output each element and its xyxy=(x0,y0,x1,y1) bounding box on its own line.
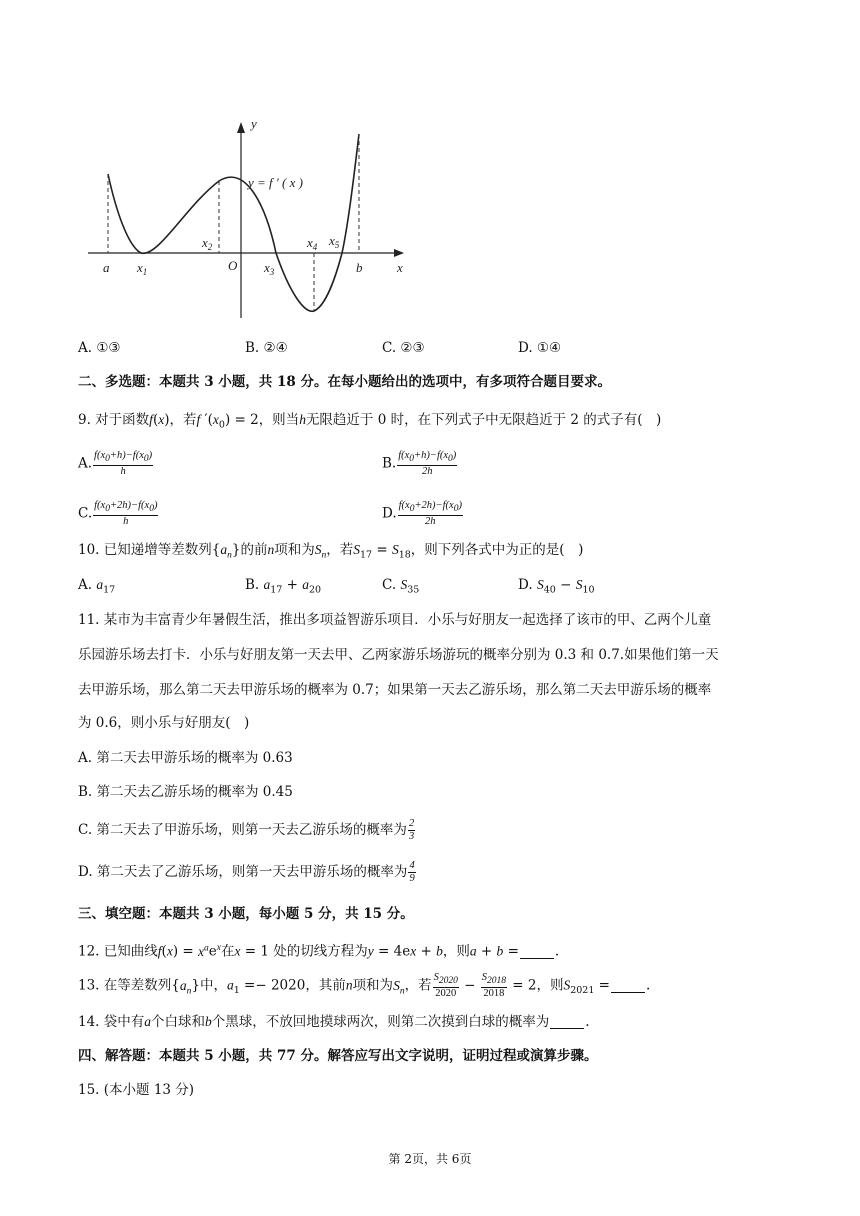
x-axis-arrow xyxy=(394,249,404,257)
label-origin: O xyxy=(228,258,238,273)
q11-option-b: B. 第二天去乙游乐场的概率为 0.45 xyxy=(78,784,293,800)
q8-option-a: A. ①③ xyxy=(78,340,121,356)
q11-option-a: A. 第二天去甲游乐场的概率为 0.63 xyxy=(78,750,293,766)
x-axis-label: x xyxy=(397,260,403,275)
y-axis-arrow xyxy=(237,122,245,133)
label-a: a xyxy=(103,260,110,275)
page-footer: 第 2页，共 6页 xyxy=(388,1152,472,1166)
question-9-stem: 9. 对于函数f(x)，若f $'(x_0) = 2$，则当h无限趋近于 0 时，在下列式子中无限趋近于 2 的式子有( ) xyxy=(78,412,662,431)
question-13: 13. 在等差数列$\{a_n\}$中，$a_1 =- 2020$，其前n项和为$S_n$，若 $\frac{S_{2020}}{2020}$ − $\frac{S_{2018}}{2018}$ = 2，则$S_{2021}$ = . xyxy=(78,972,651,1000)
label-b: b xyxy=(356,260,363,275)
q9-option-d: D. $\frac{f(x_0+2h)-f(x_0)}{2h}$ xyxy=(382,500,462,528)
section-3-heading: 三、填空题：本题共 3 小题，每小题 5 分，共 15 分。 xyxy=(78,906,414,922)
answer-blank xyxy=(550,1014,584,1029)
q10-option-c: C. $S_{35}$ xyxy=(382,577,420,596)
q9-option-b: B. $\frac{f(x_0+h)-f(x_0)}{2h}$ xyxy=(382,450,457,478)
label-x4: $x_4$ xyxy=(307,235,318,252)
curve-label: y = f ′ ( x ) xyxy=(248,175,303,190)
question-14: 14. 袋中有a个白球和b个黑球，不放回地摸球两次，则第二次摸到白球的概率为 . xyxy=(78,1014,590,1030)
q11-option-c: C. 第二天去了甲游乐场，则第一天去乙游乐场的概率为 $\frac{2}{3}$ xyxy=(78,818,415,842)
q9-option-c: C. $\frac{f(x_0+2h)-f(x_0)}{h}$ xyxy=(78,500,158,528)
q10-option-b: B. $a_{17} + a_{20}$ xyxy=(245,577,322,596)
q10-option-d: D. $S_{40} - S_{10}$ xyxy=(518,577,595,596)
question-11-line2: 乐园游乐场去打卡．小乐与好朋友第一天去甲、乙两家游乐场游玩的概率分别为 0.3 和 0.7.如果他们第一天 xyxy=(78,647,719,663)
derivative-curve xyxy=(108,134,359,311)
label-x5: $x_5$ xyxy=(329,233,340,250)
q11-option-d: D. 第二天去了乙游乐场，则第一天去甲游乐场的概率为 $\frac{4}{9}$ xyxy=(78,860,415,884)
q8-option-d: D. ①④ xyxy=(518,340,562,356)
q10-option-a: A. $a_{17}$ xyxy=(78,577,116,596)
question-11-line3: 去甲游乐场，那么第二天去甲游乐场的概率为 0.7；如果第一天去乙游乐场，那么第二天去甲游乐场的概率 xyxy=(78,682,712,698)
answer-blank xyxy=(611,978,645,993)
section-4-heading: 四、解答题：本题共 5 小题，共 77 分。解答应写出文字说明，证明过程或演算步骤。 xyxy=(78,1048,598,1064)
question-12: 12. 已知曲线$f(x) = x^ae^x$在x = 1 处的切线方程为y = 4ex + b，则a + b = . xyxy=(78,943,560,960)
y-axis-label: y xyxy=(251,116,257,131)
label-x1: $x_1$ xyxy=(137,260,148,277)
label-x2: $x_2$ xyxy=(202,235,213,252)
answer-blank xyxy=(520,944,554,959)
question-15: 15. (本小题 13 分) xyxy=(78,1082,195,1098)
question-11-line1: 11. 某市为丰富青少年暑假生活，推出多项益智游乐项目．小乐与好朋友一起选择了该市的甲、乙两个儿童 xyxy=(78,612,712,628)
q8-option-b: B. ②④ xyxy=(245,340,288,356)
q9-option-a: A. $\frac{f(x_0+h)-f(x_0)}{h}$ xyxy=(78,450,153,478)
q8-option-c: C. ②③ xyxy=(382,340,425,356)
label-x3: $x_3$ xyxy=(264,260,275,277)
question-11-line4: 为 0.6，则小乐与好朋友( ) xyxy=(78,715,250,731)
section-2-heading: 二、多选题：本题共 3 小题，共 18 分。在每小题给出的选项中，有多项符合题目要求。 xyxy=(78,374,611,390)
derivative-graph xyxy=(86,116,426,326)
question-10-stem: 10. 已知递增等差数列$\{a_n\}$的前n项和为$S_n$，若$S_{17} = S_{18}$，则下列各式中为正的是( ) xyxy=(78,542,584,561)
